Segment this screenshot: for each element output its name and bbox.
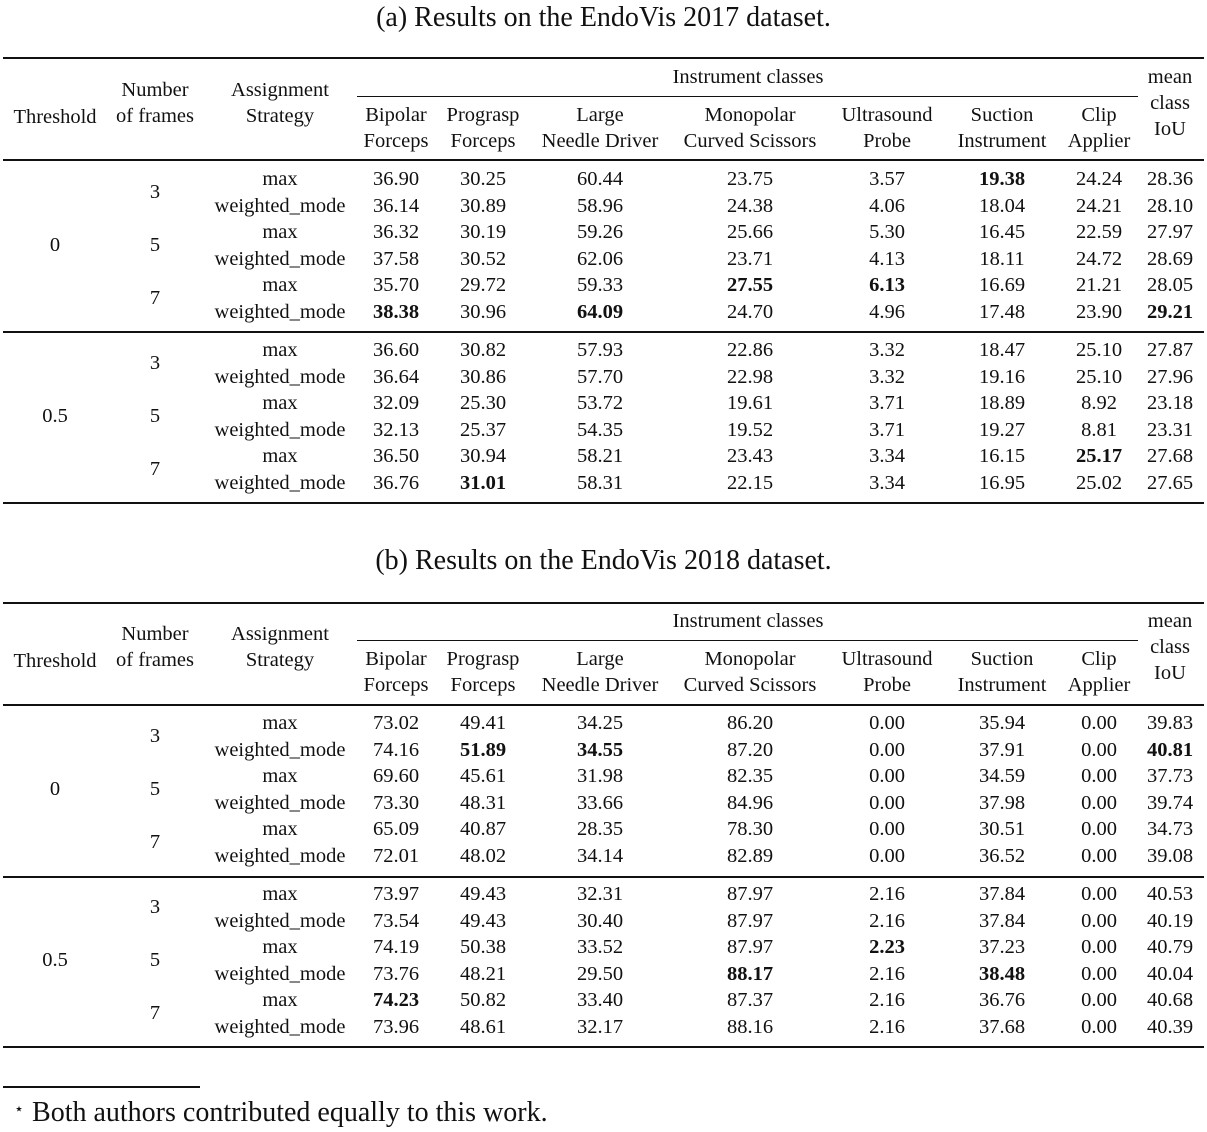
strategy-value: weighted_mode <box>214 300 346 323</box>
iou-value: 22.59 <box>1075 220 1123 243</box>
header-strategy: Strategy <box>245 649 315 671</box>
iou-value: 49.43 <box>459 909 507 932</box>
mean-iou-value: 29.21 <box>1146 300 1194 323</box>
iou-value: 16.45 <box>978 220 1026 243</box>
iou-value: 74.16 <box>372 738 420 761</box>
mean-iou-value: 28.05 <box>1146 273 1194 296</box>
header-class: Curved Scissors <box>683 130 817 152</box>
iou-value: 30.82 <box>459 338 507 361</box>
table-caption: (a) Results on the EndoVis 2017 dataset. <box>376 2 831 33</box>
iou-value: 29.50 <box>576 962 624 985</box>
iou-value: 32.17 <box>576 1015 624 1038</box>
frames-value: 5 <box>149 405 161 427</box>
iou-value: 4.96 <box>869 300 905 323</box>
strategy-value: max <box>262 220 298 243</box>
strategy-value: max <box>262 817 298 840</box>
iou-value: 16.69 <box>978 273 1026 296</box>
iou-value: 0.00 <box>869 791 905 814</box>
header-class: Prograsp <box>446 104 520 126</box>
iou-value: 36.52 <box>978 844 1026 867</box>
strategy-value: max <box>262 444 298 467</box>
iou-value: 25.10 <box>1075 365 1123 388</box>
iou-value: 23.90 <box>1075 300 1123 323</box>
iou-value: 2.23 <box>869 935 905 958</box>
strategy-value: max <box>262 988 298 1011</box>
header-threshold: Threshold <box>13 106 97 128</box>
mean-iou-value: 40.39 <box>1146 1015 1194 1038</box>
iou-value: 31.98 <box>576 764 624 787</box>
iou-value: 5.30 <box>869 220 905 243</box>
iou-value: 37.84 <box>978 909 1026 932</box>
iou-value: 36.60 <box>372 338 420 361</box>
iou-value: 82.89 <box>726 844 774 867</box>
iou-value: 87.97 <box>726 935 774 958</box>
header-class: Probe <box>863 674 911 696</box>
strategy-value: max <box>262 711 298 734</box>
frames-value: 7 <box>149 831 161 853</box>
footnote-marker: ⋆ <box>14 1101 25 1118</box>
iou-value: 23.75 <box>726 167 774 190</box>
mean-iou-value: 40.53 <box>1146 882 1194 905</box>
frames-value: 3 <box>149 896 161 918</box>
iou-value: 38.48 <box>978 962 1026 985</box>
iou-value: 34.25 <box>576 711 624 734</box>
header-class: Monopolar <box>704 104 796 126</box>
iou-value: 3.32 <box>869 338 905 361</box>
mean-iou-value: 23.31 <box>1146 418 1194 441</box>
iou-value: 32.31 <box>576 882 624 905</box>
iou-value: 16.15 <box>978 444 1026 467</box>
strategy-value: max <box>262 338 298 361</box>
iou-value: 34.55 <box>576 738 624 761</box>
mean-iou-value: 39.08 <box>1146 844 1194 867</box>
strategy-value: max <box>262 764 298 787</box>
header-group: Instrument classes <box>672 66 824 88</box>
iou-value: 30.25 <box>459 167 507 190</box>
iou-value: 72.01 <box>372 844 420 867</box>
header-class: Large <box>576 648 624 670</box>
header-class: Forceps <box>450 674 516 696</box>
header-class: Bipolar <box>365 648 427 670</box>
header-mean-iou: class <box>1150 636 1190 658</box>
header-class: Ultrasound <box>841 648 933 670</box>
iou-value: 30.86 <box>459 365 507 388</box>
iou-value: 25.10 <box>1075 338 1123 361</box>
iou-value: 37.58 <box>372 247 420 270</box>
header-frames: of frames <box>116 649 194 671</box>
iou-value: 54.35 <box>576 418 624 441</box>
iou-value: 3.32 <box>869 365 905 388</box>
mean-iou-value: 39.83 <box>1146 711 1194 734</box>
iou-value: 18.47 <box>978 338 1026 361</box>
iou-value: 0.00 <box>1081 882 1117 905</box>
group-separator-rule <box>3 876 1204 878</box>
iou-value: 3.34 <box>869 444 905 467</box>
mean-iou-value: 27.87 <box>1146 338 1194 361</box>
iou-value: 73.97 <box>372 882 420 905</box>
iou-value: 74.23 <box>372 988 420 1011</box>
iou-value: 48.02 <box>459 844 507 867</box>
iou-value: 30.40 <box>576 909 624 932</box>
header-class: Instrument <box>957 674 1047 696</box>
header-class: Forceps <box>450 130 516 152</box>
iou-value: 0.00 <box>1081 962 1117 985</box>
header-threshold: Threshold <box>13 650 97 672</box>
iou-value: 19.27 <box>978 418 1026 441</box>
iou-value: 87.37 <box>726 988 774 1011</box>
iou-value: 2.16 <box>869 962 905 985</box>
group-separator-rule <box>3 331 1204 333</box>
iou-value: 24.72 <box>1075 247 1123 270</box>
iou-value: 21.21 <box>1075 273 1123 296</box>
bottom-rule <box>3 502 1204 504</box>
iou-value: 0.00 <box>1081 791 1117 814</box>
iou-value: 0.00 <box>1081 935 1117 958</box>
header-frames: Number <box>121 623 189 645</box>
iou-value: 19.16 <box>978 365 1026 388</box>
header-class: Applier <box>1067 674 1131 696</box>
threshold-value: 0.5 <box>42 949 68 971</box>
iou-value: 24.38 <box>726 194 774 217</box>
iou-value: 18.11 <box>979 247 1025 270</box>
iou-value: 22.15 <box>726 471 774 494</box>
iou-value: 0.00 <box>869 764 905 787</box>
iou-value: 2.16 <box>869 1015 905 1038</box>
header-mean-iou: class <box>1150 92 1190 114</box>
header-class: Bipolar <box>365 104 427 126</box>
iou-value: 65.09 <box>372 817 420 840</box>
header-class: Ultrasound <box>841 104 933 126</box>
iou-value: 0.00 <box>869 738 905 761</box>
strategy-value: weighted_mode <box>214 365 346 388</box>
iou-value: 28.35 <box>576 817 624 840</box>
iou-value: 62.06 <box>576 247 624 270</box>
iou-value: 8.81 <box>1081 418 1117 441</box>
header-mean-iou: IoU <box>1154 662 1186 684</box>
iou-value: 3.34 <box>869 471 905 494</box>
iou-value: 0.00 <box>1081 844 1117 867</box>
strategy-value: weighted_mode <box>214 738 346 761</box>
iou-value: 33.40 <box>576 988 624 1011</box>
iou-value: 16.95 <box>978 471 1026 494</box>
iou-value: 0.00 <box>1081 1015 1117 1038</box>
iou-value: 60.44 <box>576 167 624 190</box>
iou-value: 0.00 <box>1081 988 1117 1011</box>
iou-value: 2.16 <box>869 882 905 905</box>
strategy-value: weighted_mode <box>214 844 346 867</box>
header-mean-iou: mean <box>1147 66 1193 88</box>
header-mean-iou: mean <box>1147 610 1193 632</box>
iou-value: 30.96 <box>459 300 507 323</box>
strategy-value: weighted_mode <box>214 1015 346 1038</box>
iou-value: 45.61 <box>459 764 507 787</box>
iou-value: 27.55 <box>726 273 774 296</box>
iou-value: 78.30 <box>726 817 774 840</box>
header-class: Suction <box>970 104 1034 126</box>
iou-value: 37.91 <box>978 738 1026 761</box>
strategy-value: max <box>262 167 298 190</box>
iou-value: 57.93 <box>576 338 624 361</box>
mean-iou-value: 37.73 <box>1146 764 1194 787</box>
header-frames: of frames <box>116 105 194 127</box>
iou-value: 57.70 <box>576 365 624 388</box>
header-class: Needle Driver <box>541 674 659 696</box>
iou-value: 0.00 <box>1081 817 1117 840</box>
iou-value: 32.09 <box>372 391 420 414</box>
mean-iou-value: 23.18 <box>1146 391 1194 414</box>
iou-value: 37.84 <box>978 882 1026 905</box>
iou-value: 49.41 <box>459 711 507 734</box>
strategy-value: weighted_mode <box>214 471 346 494</box>
iou-value: 18.04 <box>978 194 1026 217</box>
strategy-value: max <box>262 273 298 296</box>
iou-value: 25.02 <box>1075 471 1123 494</box>
iou-value: 4.13 <box>869 247 905 270</box>
iou-value: 30.89 <box>459 194 507 217</box>
iou-value: 25.17 <box>1075 444 1123 467</box>
group-rule <box>357 640 1138 641</box>
mean-iou-value: 40.19 <box>1146 909 1194 932</box>
iou-value: 37.68 <box>978 1015 1026 1038</box>
header-class: Large <box>576 104 624 126</box>
iou-value: 64.09 <box>576 300 624 323</box>
iou-value: 19.38 <box>978 167 1026 190</box>
iou-value: 34.14 <box>576 844 624 867</box>
iou-value: 82.35 <box>726 764 774 787</box>
iou-value: 84.96 <box>726 791 774 814</box>
frames-value: 3 <box>149 352 161 374</box>
strategy-value: weighted_mode <box>214 909 346 932</box>
iou-value: 87.20 <box>726 738 774 761</box>
header-strategy: Strategy <box>245 105 315 127</box>
iou-value: 49.43 <box>459 882 507 905</box>
iou-value: 30.52 <box>459 247 507 270</box>
iou-value: 73.30 <box>372 791 420 814</box>
strategy-value: weighted_mode <box>214 247 346 270</box>
strategy-value: weighted_mode <box>214 418 346 441</box>
mean-iou-value: 27.97 <box>1146 220 1194 243</box>
iou-value: 36.64 <box>372 365 420 388</box>
header-class: Clip <box>1081 104 1117 126</box>
iou-value: 8.92 <box>1081 391 1117 414</box>
iou-value: 74.19 <box>372 935 420 958</box>
header-rule <box>3 704 1204 706</box>
strategy-value: max <box>262 935 298 958</box>
iou-value: 88.16 <box>726 1015 774 1038</box>
strategy-value: max <box>262 391 298 414</box>
iou-value: 25.66 <box>726 220 774 243</box>
header-class: Forceps <box>363 674 429 696</box>
iou-value: 33.66 <box>576 791 624 814</box>
frames-value: 7 <box>149 1002 161 1024</box>
iou-value: 30.19 <box>459 220 507 243</box>
iou-value: 0.00 <box>869 844 905 867</box>
iou-value: 0.00 <box>869 711 905 734</box>
iou-value: 17.48 <box>978 300 1026 323</box>
iou-value: 19.61 <box>726 391 774 414</box>
iou-value: 33.52 <box>576 935 624 958</box>
iou-value: 31.01 <box>459 471 507 494</box>
header-class: Suction <box>970 648 1034 670</box>
iou-value: 24.24 <box>1075 167 1123 190</box>
header-class: Curved Scissors <box>683 674 817 696</box>
iou-value: 58.21 <box>576 444 624 467</box>
iou-value: 30.51 <box>978 817 1026 840</box>
frames-value: 5 <box>149 949 161 971</box>
mean-iou-value: 28.10 <box>1146 194 1194 217</box>
iou-value: 59.26 <box>576 220 624 243</box>
iou-value: 24.21 <box>1075 194 1123 217</box>
iou-value: 36.76 <box>978 988 1026 1011</box>
iou-value: 86.20 <box>726 711 774 734</box>
iou-value: 48.61 <box>459 1015 507 1038</box>
header-class: Needle Driver <box>541 130 659 152</box>
mean-iou-value: 39.74 <box>1146 791 1194 814</box>
strategy-value: max <box>262 882 298 905</box>
mean-iou-value: 40.68 <box>1146 988 1194 1011</box>
iou-value: 87.97 <box>726 909 774 932</box>
iou-value: 73.76 <box>372 962 420 985</box>
iou-value: 22.98 <box>726 365 774 388</box>
iou-value: 23.43 <box>726 444 774 467</box>
iou-value: 22.86 <box>726 338 774 361</box>
iou-value: 40.87 <box>459 817 507 840</box>
iou-value: 59.33 <box>576 273 624 296</box>
iou-value: 29.72 <box>459 273 507 296</box>
mean-iou-value: 40.79 <box>1146 935 1194 958</box>
mean-iou-value: 40.81 <box>1146 738 1194 761</box>
header-mean-iou: IoU <box>1154 118 1186 140</box>
iou-value: 73.02 <box>372 711 420 734</box>
iou-value: 2.16 <box>869 988 905 1011</box>
iou-value: 87.97 <box>726 882 774 905</box>
header-class: Monopolar <box>704 648 796 670</box>
header-strategy: Assignment <box>231 79 329 101</box>
iou-value: 25.37 <box>459 418 507 441</box>
mean-iou-value: 40.04 <box>1146 962 1194 985</box>
iou-value: 37.23 <box>978 935 1026 958</box>
iou-value: 69.60 <box>372 764 420 787</box>
strategy-value: weighted_mode <box>214 962 346 985</box>
iou-value: 32.13 <box>372 418 420 441</box>
iou-value: 58.31 <box>576 471 624 494</box>
iou-value: 34.59 <box>978 764 1026 787</box>
iou-value: 36.14 <box>372 194 420 217</box>
footnote-text: Both authors contributed equally to this work. <box>32 1097 548 1128</box>
header-class: Prograsp <box>446 648 520 670</box>
mean-iou-value: 27.96 <box>1146 365 1194 388</box>
frames-value: 7 <box>149 458 161 480</box>
iou-value: 51.89 <box>459 738 507 761</box>
header-class: Forceps <box>363 130 429 152</box>
mean-iou-value: 27.68 <box>1146 444 1194 467</box>
header-group: Instrument classes <box>672 610 824 632</box>
frames-value: 7 <box>149 287 161 309</box>
top-rule <box>3 602 1204 604</box>
iou-value: 36.50 <box>372 444 420 467</box>
header-class: Clip <box>1081 648 1117 670</box>
iou-value: 24.70 <box>726 300 774 323</box>
mean-iou-value: 28.36 <box>1146 167 1194 190</box>
iou-value: 0.00 <box>1081 738 1117 761</box>
header-class: Applier <box>1067 130 1131 152</box>
frames-value: 3 <box>149 181 161 203</box>
threshold-value: 0 <box>49 778 61 800</box>
iou-value: 73.54 <box>372 909 420 932</box>
footnote-rule <box>3 1086 200 1088</box>
iou-value: 3.71 <box>869 391 905 414</box>
iou-value: 35.70 <box>372 273 420 296</box>
header-class: Probe <box>863 130 911 152</box>
iou-value: 25.30 <box>459 391 507 414</box>
iou-value: 30.94 <box>459 444 507 467</box>
iou-value: 50.38 <box>459 935 507 958</box>
strategy-value: weighted_mode <box>214 194 346 217</box>
iou-value: 53.72 <box>576 391 624 414</box>
threshold-value: 0 <box>49 234 61 256</box>
iou-value: 0.00 <box>1081 711 1117 734</box>
iou-value: 3.57 <box>869 167 905 190</box>
iou-value: 36.90 <box>372 167 420 190</box>
iou-value: 58.96 <box>576 194 624 217</box>
iou-value: 48.21 <box>459 962 507 985</box>
mean-iou-value: 28.69 <box>1146 247 1194 270</box>
iou-value: 6.13 <box>869 273 905 296</box>
footnote <box>14 1097 548 1129</box>
iou-value: 73.96 <box>372 1015 420 1038</box>
top-rule <box>3 57 1204 59</box>
frames-value: 3 <box>149 725 161 747</box>
iou-value: 38.38 <box>372 300 420 323</box>
iou-value: 18.89 <box>978 391 1026 414</box>
iou-value: 19.52 <box>726 418 774 441</box>
frames-value: 5 <box>149 234 161 256</box>
strategy-value: weighted_mode <box>214 791 346 814</box>
table-caption: (b) Results on the EndoVis 2018 dataset. <box>375 545 832 576</box>
iou-value: 37.98 <box>978 791 1026 814</box>
iou-value: 2.16 <box>869 909 905 932</box>
header-strategy: Assignment <box>231 623 329 645</box>
iou-value: 48.31 <box>459 791 507 814</box>
iou-value: 88.17 <box>726 962 774 985</box>
iou-value: 0.00 <box>1081 764 1117 787</box>
iou-value: 0.00 <box>869 817 905 840</box>
threshold-value: 0.5 <box>42 405 68 427</box>
group-rule <box>357 96 1138 97</box>
iou-value: 23.71 <box>726 247 774 270</box>
iou-value: 3.71 <box>869 418 905 441</box>
header-rule <box>3 159 1204 161</box>
iou-value: 0.00 <box>1081 909 1117 932</box>
iou-value: 36.32 <box>372 220 420 243</box>
iou-value: 35.94 <box>978 711 1026 734</box>
bottom-rule <box>3 1046 1204 1048</box>
iou-value: 36.76 <box>372 471 420 494</box>
iou-value: 50.82 <box>459 988 507 1011</box>
iou-value: 4.06 <box>869 194 905 217</box>
header-class: Instrument <box>957 130 1047 152</box>
frames-value: 5 <box>149 778 161 800</box>
header-frames: Number <box>121 79 189 101</box>
mean-iou-value: 27.65 <box>1146 471 1194 494</box>
mean-iou-value: 34.73 <box>1146 817 1194 840</box>
